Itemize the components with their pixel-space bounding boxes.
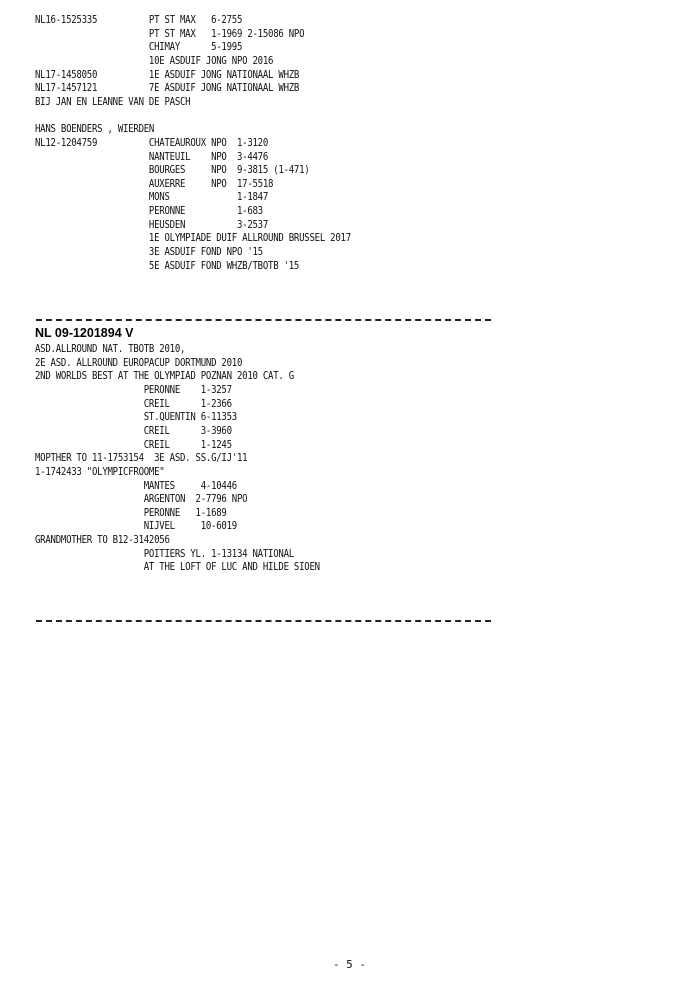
text-line: PERONNE 1-3257 xyxy=(35,383,232,396)
text-line: HEUSDEN 3-2537 xyxy=(35,218,269,231)
text-line: 3E ASDUIF FOND NPO '15 xyxy=(35,246,263,259)
separator-line xyxy=(36,319,491,321)
text-line: PT ST MAX 1-1969 2-15086 NPO xyxy=(35,27,305,40)
text-line: CREIL 1-2366 xyxy=(35,397,232,410)
text-line: PERONNE 1-683 xyxy=(35,205,263,218)
text-line: 2E ASD. ALLROUND EUROPACUP DORTMUND 2010 xyxy=(35,356,243,369)
text-line: NL16-1525335 PT ST MAX 6-2755 xyxy=(35,14,243,26)
pigeon-ring-heading: NL 09-1201894 V xyxy=(35,326,134,340)
text-line: CREIL 1-1245 xyxy=(35,438,232,451)
text-line: POITIERS YL. 1-13134 NATIONAL xyxy=(35,547,294,560)
text-line: BIJ JAN EN LEANNE VAN DE PASCH xyxy=(35,95,191,108)
text-line: MONS 1-1847 xyxy=(35,191,269,204)
text-line: NL12-1204759 CHATEAUROUX NPO 1-3120 xyxy=(35,136,269,149)
text-line: HANS BOENDERS , WIERDEN xyxy=(35,123,155,136)
text-line: NANTEUIL NPO 3-4476 xyxy=(35,150,269,163)
text-line: ST.QUENTIN 6-11353 xyxy=(35,411,237,424)
text-line: CREIL 3-3960 xyxy=(35,424,232,437)
text-line: MANTES 4-10446 xyxy=(35,479,237,492)
text-line: ASD.ALLROUND NAT. TBOTB 2010, xyxy=(35,343,186,355)
text-line: MOPTHER TO 11-1753154 3E ASD. SS.G/IJ'11 xyxy=(35,452,248,465)
text-line: GRANDMOTHER TO B12-3142056 xyxy=(35,534,170,547)
text-line: AT THE LOFT OF LUC AND HILDE SIOEN xyxy=(35,561,320,574)
text-line: 2ND WORLDS BEST AT THE OLYMPIAD POZNAN 2010 CAT. G xyxy=(35,370,294,383)
text-line: ARGENTON 2-7796 NPO xyxy=(35,493,248,506)
text-line: NL17-1457121 7E ASDUIF JONG NATIONAAL WHZB xyxy=(35,82,300,95)
text-line: BOURGES NPO 9-3815 (1-471) xyxy=(35,164,310,177)
page-number: - 5 - xyxy=(332,958,367,971)
text-line: NIJVEL 10-6019 xyxy=(35,520,237,533)
text-line: 1E OLYMPIADE DUIF ALLROUND BRUSSEL 2017 xyxy=(35,232,351,245)
text-line: 1-1742433 "OLYMPICFROOME" xyxy=(35,465,165,478)
text-line: 10E ASDUIF JONG NPO 2016 xyxy=(35,54,274,67)
text-line: CHIMAY 5-1995 xyxy=(35,41,243,54)
text-line: PERONNE 1-1689 xyxy=(35,506,227,519)
text-line: AUXERRE NPO 17-5518 xyxy=(35,177,274,190)
text-line: 5E ASDUIF FOND WHZB/TBOTB '15 xyxy=(35,259,300,272)
text-line: NL17-1458050 1E ASDUIF JONG NATIONAAL WHZB xyxy=(35,68,300,81)
separator-line-bottom xyxy=(36,620,491,622)
